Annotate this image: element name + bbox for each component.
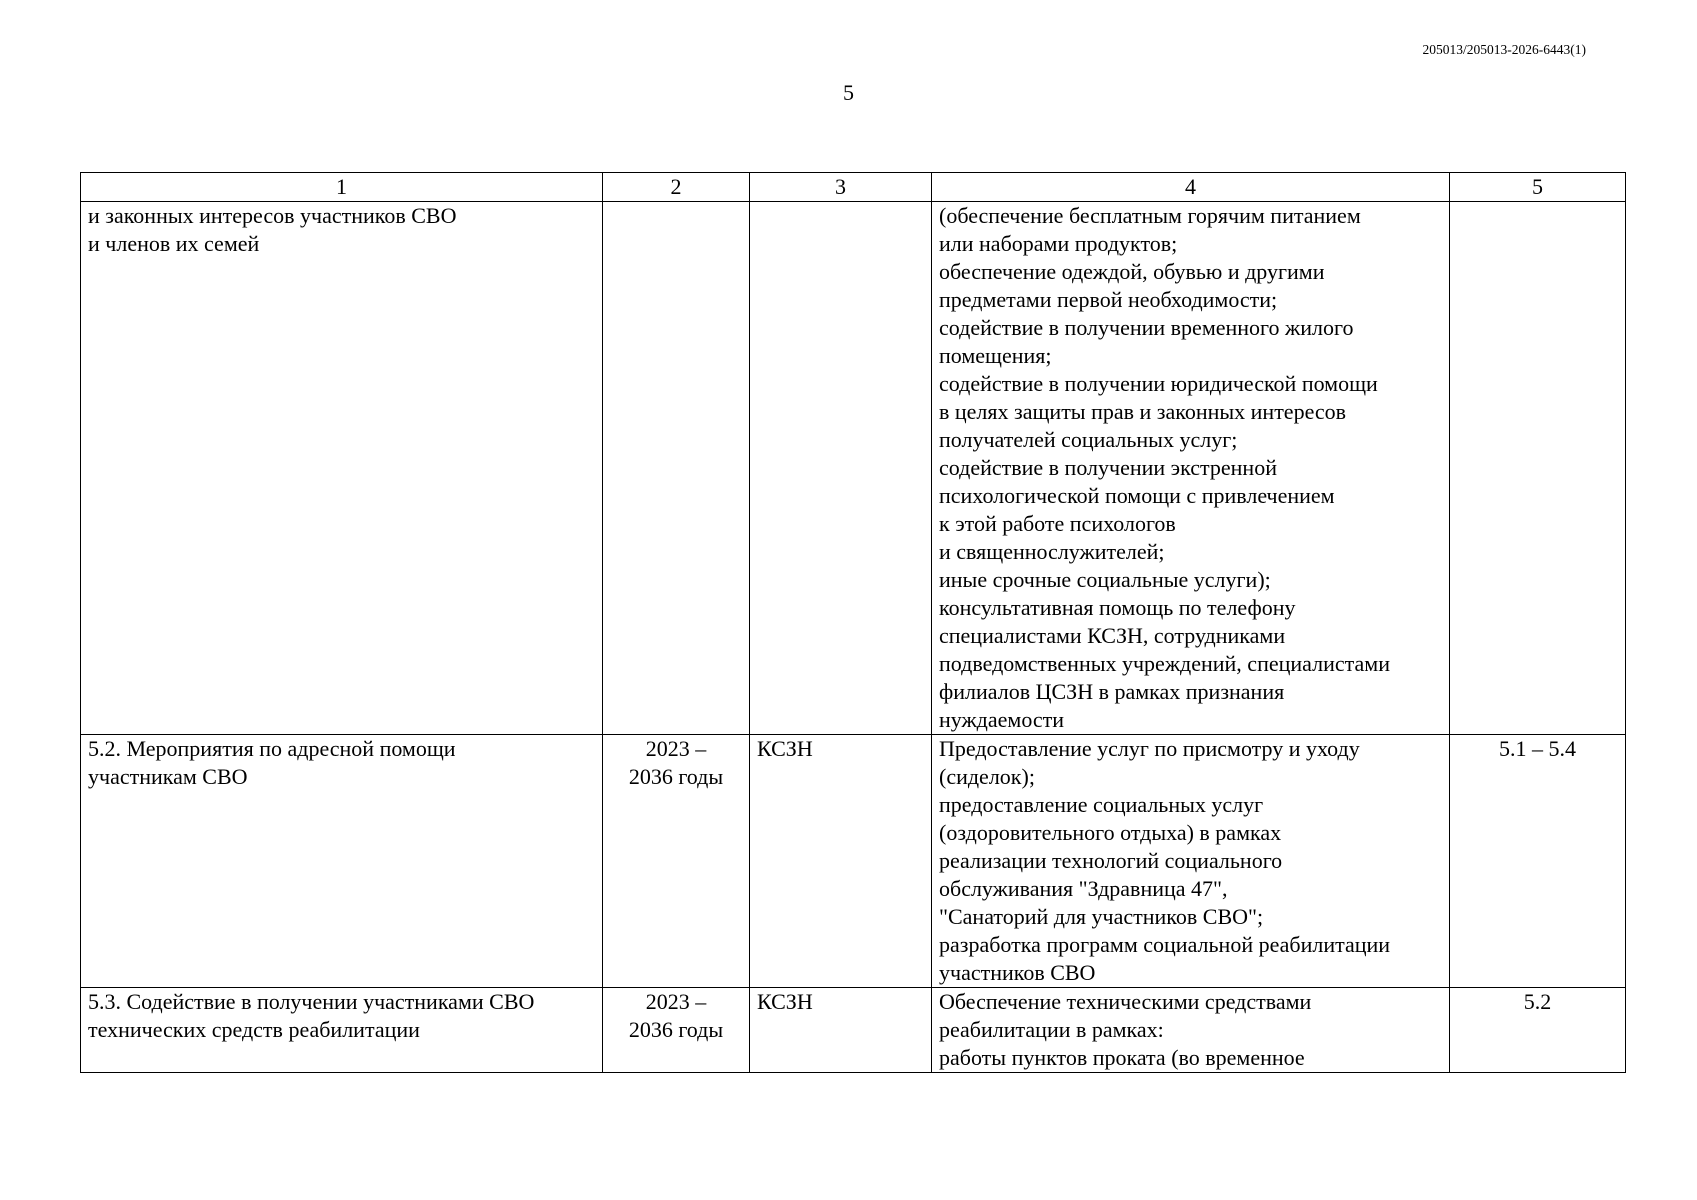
measure-name-cell: и законных интересов участников СВО и членов их семей xyxy=(81,202,603,735)
column-header-2: 2 xyxy=(603,173,750,202)
content-cell: Обеспечение техническими средствами реабилитации в рамках: работы пунктов проката (во временное xyxy=(932,988,1450,1073)
indicator-cell xyxy=(1450,202,1626,735)
period-cell xyxy=(603,202,750,735)
column-header-3: 3 xyxy=(750,173,932,202)
period-cell: 2023 – 2036 годы xyxy=(603,735,750,988)
executor-cell: КСЗН xyxy=(750,735,932,988)
measure-name-cell: 5.2. Мероприятия по адресной помощи участникам СВО xyxy=(81,735,603,988)
executor-cell: КСЗН xyxy=(750,988,932,1073)
page-number: 5 xyxy=(843,80,854,105)
content-cell: Предоставление услуг по присмотру и уходу (сиделок); предоставление социальных услуг (оздоровительного отдыха) в рамках реализации технологий социального обслуживания "Здравница 47", "Санаторий для участников СВО"; разработка программ социальной реабилитации участников СВО xyxy=(932,735,1450,988)
column-header-1: 1 xyxy=(81,173,603,202)
column-header-5: 5 xyxy=(1450,173,1626,202)
table-row xyxy=(81,735,1626,988)
measure-name-cell: 5.3. Содействие в получении участниками СВО технических средств реабилитации xyxy=(81,988,603,1073)
indicator-cell: 5.1 – 5.4 xyxy=(1450,735,1626,988)
indicator-cell: 5.2 xyxy=(1450,988,1626,1073)
period-cell: 2023 – 2036 годы xyxy=(603,988,750,1073)
table-header-row xyxy=(81,173,1626,202)
table-row xyxy=(81,988,1626,1073)
program-measures-table xyxy=(80,172,1626,1073)
table-row xyxy=(81,202,1626,735)
executor-cell xyxy=(750,202,932,735)
content-cell: (обеспечение бесплатным горячим питанием или наборами продуктов; обеспечение одеждой, обувью и другими предметами первой необходимости; содействие в получении временного жилого помещения; содействие в получении юридической помощи в целях защиты прав и законных интересов получателей социальных услуг; содействие в получении экстренной психологической помощи с привлечением к этой работе психологов и священнослужителей; иные срочные социальные услуги); консультативная помощь по телефону специалистами КСЗН, сотрудниками подведомственных учреждений, специалистами филиалов ЦСЗН в рамках признания нуждаемости xyxy=(932,202,1450,735)
column-header-4: 4 xyxy=(932,173,1450,202)
document-id: 205013/205013-2026-6443(1) xyxy=(1422,42,1586,57)
